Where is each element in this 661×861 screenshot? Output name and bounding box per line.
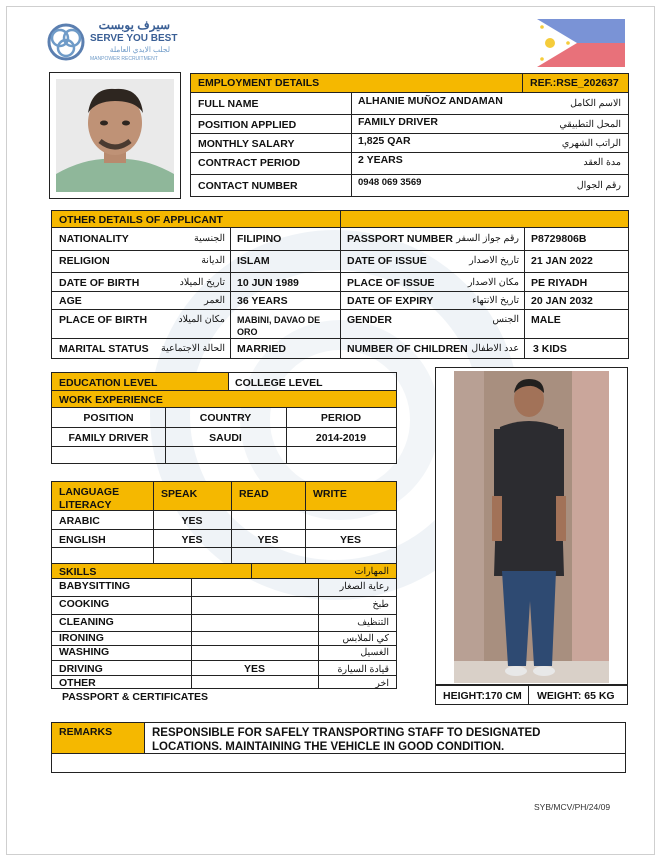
date-of-issue-value: 21 JAN 2022 <box>531 255 593 267</box>
document-code: SYB/MCV/PH/24/09 <box>534 802 611 812</box>
work-row-country: SAUDI <box>209 432 242 444</box>
marital-status-arabic: الحالة الاجتماعية <box>161 343 225 354</box>
place-of-issue-arabic: مكان الاصدار <box>467 277 519 288</box>
education-level-value: COLLEGE LEVEL <box>235 377 323 389</box>
work-row-period: 2014-2019 <box>315 432 367 444</box>
employment-col-divider <box>351 92 352 196</box>
date-of-birth-label: DATE OF BIRTH <box>59 277 140 289</box>
nationality-label: NATIONALITY <box>59 233 129 245</box>
date-of-expiry-arabic: تاريخ الانتهاء <box>472 295 519 306</box>
gender-label: GENDER <box>347 314 392 326</box>
english-read: YES <box>257 534 279 546</box>
other-rule <box>52 272 628 273</box>
age-value: 36 YEARS <box>237 295 288 307</box>
date-of-expiry-value: 20 JAN 2032 <box>531 295 593 307</box>
other-header-divider <box>340 211 341 227</box>
number-of-children-label: NUMBER OF CHILDREN <box>347 343 468 355</box>
full-name-arabic: الاسم الكامل <box>570 98 621 109</box>
remarks-table <box>51 722 626 773</box>
language-col-divider <box>305 482 306 563</box>
skill-driving-value: YES <box>243 663 265 675</box>
language-col-speak: SPEAK <box>161 488 198 500</box>
monthly-salary-arabic: الراتب الشهري <box>561 138 621 149</box>
marital-status-label: MARITAL STATUS <box>59 343 149 355</box>
skill-cooking-arabic: طبخ <box>372 599 389 610</box>
other-rule <box>52 309 628 310</box>
other-details-table <box>51 210 629 359</box>
education-level-label: EDUCATION LEVEL <box>59 377 158 389</box>
logo-knot-icon <box>46 22 86 62</box>
skill-ironing: IRONING <box>59 632 104 644</box>
language-rule <box>52 529 396 530</box>
language-col-read: READ <box>239 488 269 500</box>
language-table <box>51 481 397 564</box>
full-name-value: ALHANIE MUÑOZ ANDAMAN <box>358 95 503 107</box>
height-weight-row <box>435 685 628 705</box>
other-rule <box>52 338 628 339</box>
work-rule <box>52 427 396 428</box>
other-details-header: OTHER DETAILS OF APPLICANT <box>59 214 223 226</box>
remarks-text: RESPONSIBLE FOR SAFELY TRANSPORTING STAFF TO DESIGNATED LOCATIONS. MAINTAINING THE VEHICLE IN GOOD CONDITION. <box>152 727 541 753</box>
age-label: AGE <box>59 295 82 307</box>
skills-col-divider <box>318 578 319 688</box>
logo-sub: MANPOWER RECRUITMENT <box>90 56 158 62</box>
place-of-birth-value: MABINI, DAVAO DE ORO <box>237 315 321 337</box>
work-header-rule <box>52 407 396 408</box>
weight-value: WEIGHT: 65 KG <box>537 690 615 702</box>
religion-label: RELIGION <box>59 255 110 267</box>
full-name-label: FULL NAME <box>198 98 259 110</box>
remarks-divider <box>144 723 145 753</box>
place-of-issue-label: PLACE OF ISSUE <box>347 277 435 289</box>
skill-cleaning-arabic: التنظيف <box>357 617 389 628</box>
date-of-birth-value: 10 JUN 1989 <box>237 277 299 289</box>
gender-value: MALE <box>531 314 561 326</box>
passport-number-arabic: رقم جواز السفر <box>456 233 519 244</box>
place-of-issue-value: PE RIYADH <box>531 277 588 289</box>
nationality-arabic: الجنسية <box>194 233 225 244</box>
contract-period-arabic: مدة العقد <box>583 157 621 168</box>
education-divider <box>228 373 229 390</box>
skills-header-arabic: المهارات <box>354 566 389 577</box>
date-of-birth-arabic: تاريخ الميلاد <box>179 277 225 288</box>
height-weight-divider <box>528 686 529 704</box>
other-rule <box>52 291 628 292</box>
skill-washing: WASHING <box>59 646 110 658</box>
contact-number-value: 0948 069 3569 <box>358 177 422 188</box>
logo-arabic: سيرف يوبست <box>98 18 170 32</box>
employment-rule <box>191 152 628 153</box>
date-of-issue-label: DATE OF ISSUE <box>347 255 427 267</box>
arabic-read <box>231 513 305 517</box>
height-value: HEIGHT:170 CM <box>443 690 522 702</box>
reference-number: REF.:RSE_202637 <box>530 77 619 89</box>
religion-arabic: الديانة <box>201 255 225 266</box>
language-literacy-header: LANGUAGE LITERACY <box>59 486 120 511</box>
face-photo-icon <box>56 79 174 192</box>
contract-period-label: CONTRACT PERIOD <box>198 157 301 169</box>
ref-divider <box>522 74 523 92</box>
date-of-issue-arabic: تاريخ الاصدار <box>469 255 519 266</box>
passport-certificates-label: PASSPORT & CERTIFICATES <box>62 691 209 703</box>
skills-header-divider <box>251 564 252 578</box>
language-arabic: ARABIC <box>59 515 100 527</box>
employment-header: EMPLOYMENT DETAILS <box>198 77 320 89</box>
english-write: YES <box>339 534 361 546</box>
contact-number-arabic: رقم الجوال <box>576 180 621 191</box>
company-logo <box>44 18 178 66</box>
full-body-photo-icon <box>454 371 609 683</box>
skills-header-bar <box>52 564 396 578</box>
work-col-period: PERIOD <box>320 412 362 424</box>
work-col-position: POSITION <box>83 412 134 424</box>
contact-number-label: CONTACT NUMBER <box>198 180 298 192</box>
contract-period-value: 2 YEARS <box>358 154 403 166</box>
position-applied-arabic: المحل التطبيقي <box>559 119 621 130</box>
employment-details-table <box>190 73 629 197</box>
philippines-flag-icon <box>537 19 625 67</box>
arabic-write <box>305 513 396 517</box>
full-body-photo <box>435 367 628 685</box>
language-col-divider <box>231 482 232 563</box>
logo-arabic-sub: لجلب الايدي العاملة <box>109 45 170 54</box>
skill-driving: DRIVING <box>59 663 103 675</box>
place-of-birth-arabic: مكان الميلاد <box>178 314 225 325</box>
number-of-children-value: 3 KIDS <box>533 343 567 355</box>
arabic-speak: YES <box>181 515 203 527</box>
applicant-photo <box>49 72 181 199</box>
language-rule <box>52 510 396 511</box>
position-applied-value: FAMILY DRIVER <box>358 116 438 128</box>
work-experience-header: WORK EXPERIENCE <box>59 394 163 406</box>
remarks-label: REMARKS <box>59 726 113 738</box>
religion-value: ISLAM <box>237 255 270 267</box>
skill-ironing-arabic: كي الملابس <box>342 633 389 644</box>
language-english: ENGLISH <box>59 534 106 546</box>
work-rule <box>52 446 396 447</box>
date-of-expiry-label: DATE OF EXPIRY <box>347 295 434 307</box>
age-arabic: العمر <box>204 295 225 306</box>
work-col-country: COUNTRY <box>199 412 252 424</box>
work-row-position: FAMILY DRIVER <box>68 432 149 444</box>
monthly-salary-label: MONTHLY SALARY <box>198 138 295 150</box>
nationality-value: FILIPINO <box>237 233 282 245</box>
skill-washing-arabic: الغسيل <box>360 647 389 658</box>
position-applied-label: POSITION APPLIED <box>198 119 297 131</box>
number-of-children-arabic: عدد الاطفال <box>471 343 519 354</box>
passport-number-value: P8729806B <box>531 233 587 245</box>
skill-babysitting-arabic: رعاية الصغار <box>339 581 389 592</box>
other-rule <box>52 250 628 251</box>
skill-driving-arabic: قيادة السيارة <box>337 664 389 675</box>
skills-table <box>51 563 397 689</box>
skill-other: OTHER <box>59 677 96 689</box>
place-of-birth-label: PLACE OF BIRTH <box>59 314 148 326</box>
monthly-salary-value: 1,825 QAR <box>358 135 411 147</box>
english-speak: YES <box>181 534 203 546</box>
skill-cleaning: CLEANING <box>59 616 114 628</box>
marital-status-value: MARRIED <box>237 343 286 355</box>
education-work-table <box>51 372 397 464</box>
skill-cooking: COOKING <box>59 598 110 610</box>
passport-number-label: PASSPORT NUMBER <box>347 233 453 245</box>
work-rule <box>52 463 396 464</box>
skill-other-arabic: اخر <box>375 678 389 689</box>
gender-arabic: الجنس <box>492 314 519 325</box>
logo-name: SERVE YOU BEST <box>90 33 178 44</box>
skill-babysitting: BABYSITTING <box>59 580 131 592</box>
language-col-write: WRITE <box>313 488 347 500</box>
skills-header: SKILLS <box>59 566 97 578</box>
